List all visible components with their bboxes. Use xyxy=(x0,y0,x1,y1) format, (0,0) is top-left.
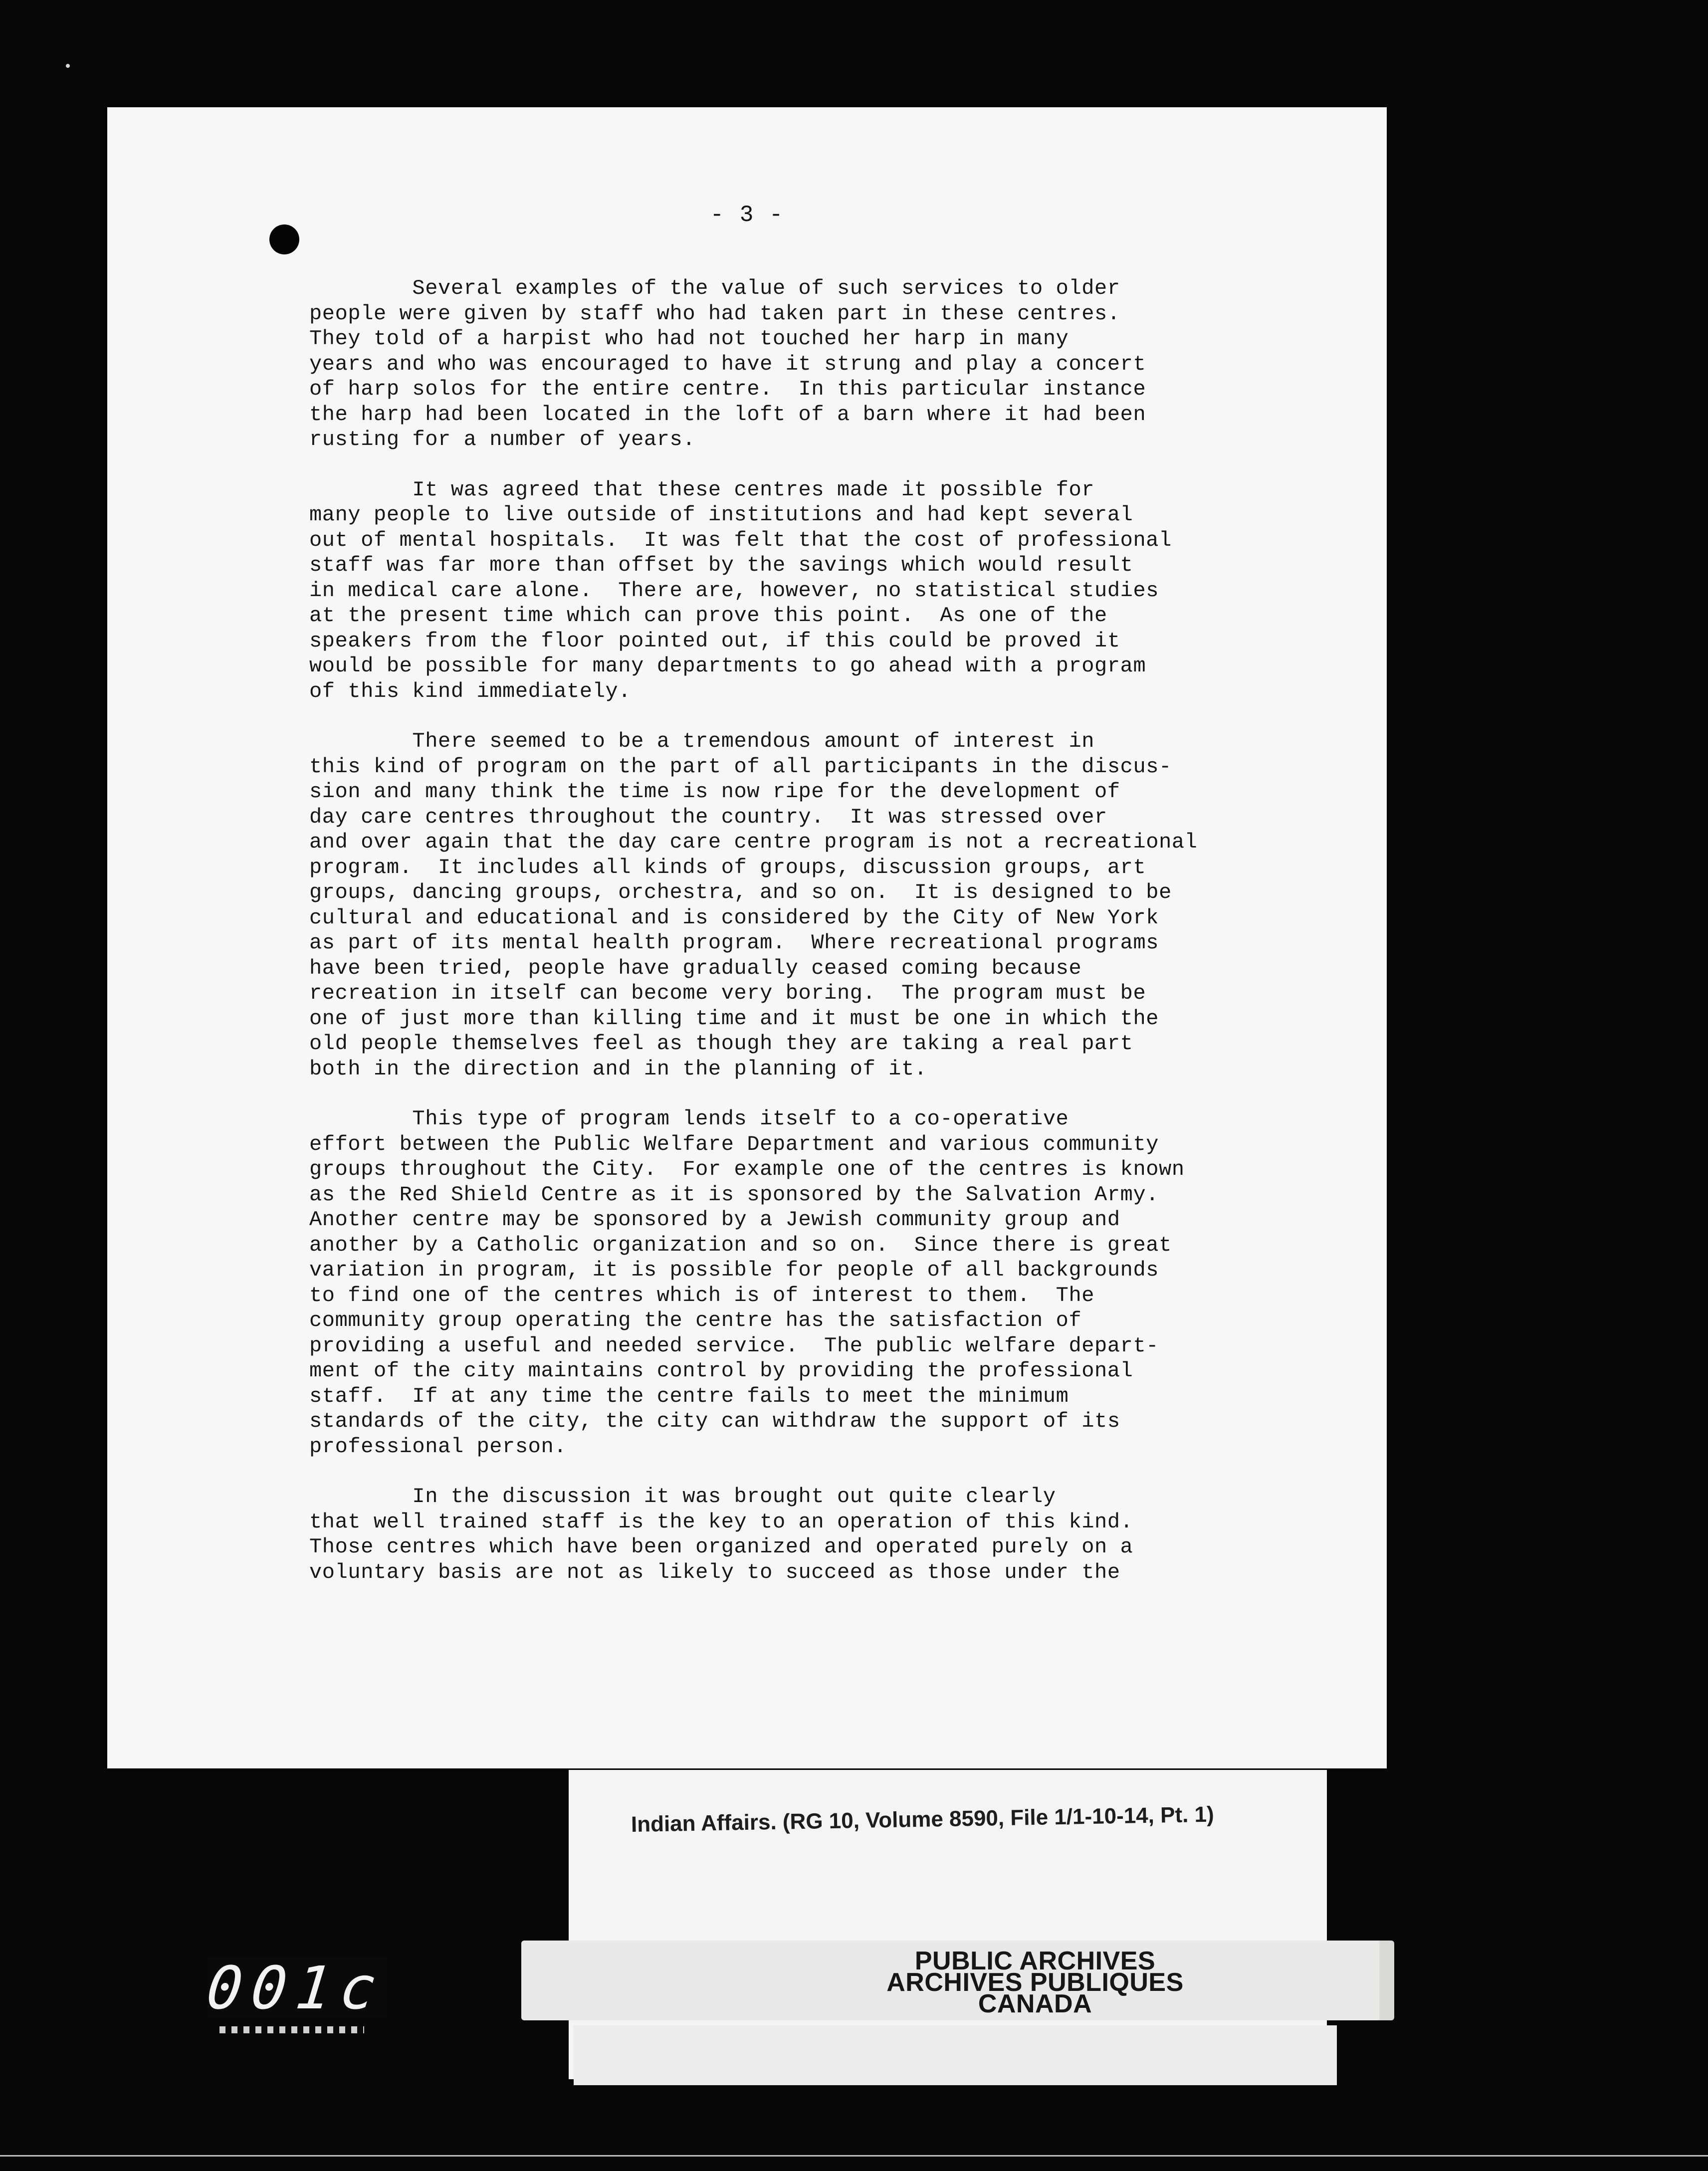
text-line: people were given by staff who had taken part in these centres. xyxy=(309,301,1120,326)
text-line: as the Red Shield Centre as it is sponsored by the Salvation Army. xyxy=(309,1182,1159,1207)
text-line: have been tried, people have gradually ceased coming because xyxy=(309,956,1082,980)
text-line: to find one of the centres which is of interest to them. The xyxy=(309,1283,1095,1307)
text-line: standards of the city, the city can withdraw the support of its xyxy=(309,1409,1120,1433)
body-text xyxy=(309,276,1317,1610)
text-line: of this kind immediately. xyxy=(309,679,632,703)
text-line: providing a useful and needed service. The public welfare depart- xyxy=(309,1333,1159,1358)
text-line: in medical care alone. There are, however, no statistical studies xyxy=(309,578,1159,603)
text-line: groups throughout the City. For example one of the centres is known xyxy=(309,1157,1185,1181)
text-line: variation in program, it is possible for people of all backgrounds xyxy=(309,1258,1159,1282)
text-line: ment of the city maintains control by providing the professional xyxy=(309,1359,1133,1383)
text-line: Several examples of the value of such services to older xyxy=(309,276,1120,300)
film-edge-ticks xyxy=(219,2026,364,2033)
stamp-line-2: ARCHIVES PUBLIQUES xyxy=(886,1968,1184,1997)
film-speck xyxy=(66,64,70,68)
text-line: staff was far more than offset by the savings which would result xyxy=(309,553,1133,577)
text-line: Those centres which have been organized and operated purely on a xyxy=(309,1535,1133,1559)
text-line: speakers from the floor pointed out, if this could be proved it xyxy=(309,629,1120,653)
page-number: - 3 - xyxy=(710,202,784,228)
text-line: this kind of program on the part of all participants in the discus- xyxy=(309,754,1172,779)
text-line: at the present time which can prove this point. As one of the xyxy=(309,604,1107,628)
text-line: It was agreed that these centres made it possible for xyxy=(309,477,1095,502)
text-line: another by a Catholic organization and so on. Since there is great xyxy=(309,1233,1172,1257)
stamp-line-1: PUBLIC ARCHIVES xyxy=(914,1947,1156,1975)
text-line: out of mental hospitals. It was felt that the cost of professional xyxy=(309,528,1172,552)
document-page xyxy=(107,107,1387,1768)
text-line: professional person. xyxy=(309,1434,567,1459)
frame-counter-value: 001c xyxy=(203,1954,389,2022)
text-line: They told of a harpist who had not touched her harp in many xyxy=(309,327,1069,351)
film-edge-line xyxy=(0,2155,1708,2157)
archives-stamp-text xyxy=(796,1947,1275,2018)
text-line: This type of program lends itself to a co-operative xyxy=(309,1107,1069,1131)
text-line: sion and many think the time is now ripe for the development of xyxy=(309,780,1120,804)
paragraph-3 xyxy=(309,729,1317,1082)
text-line: that well trained staff is the key to an operation of this kind. xyxy=(309,1510,1133,1534)
text-line: old people themselves feel as though they are taking a real part xyxy=(309,1032,1133,1056)
text-line: rusting for a number of years. xyxy=(309,428,696,451)
text-line: both in the direction and in the planning of it. xyxy=(309,1057,927,1081)
archives-stamp xyxy=(521,1941,1394,2020)
text-line: recreation in itself can become very boring. The program must be xyxy=(309,981,1146,1005)
text-line: cultural and educational and is considered by the City of New York xyxy=(309,905,1159,930)
paragraph-5 xyxy=(309,1484,1317,1585)
text-line: In the discussion it was brought out quite clearly xyxy=(309,1485,1056,1509)
text-line: the harp had been located in the loft of a barn where it had been xyxy=(309,402,1146,427)
text-line: voluntary basis are not as likely to succeed as those under the xyxy=(309,1560,1120,1584)
archive-reference: Indian Affairs. (RG 10, Volume 8590, File 1/1-10-14, Pt. 1) xyxy=(631,1802,1215,1837)
paragraph-2 xyxy=(309,477,1317,704)
text-line: Another centre may be sponsored by a Jewish community group and xyxy=(309,1208,1120,1232)
text-line: one of just more than killing time and it must be one in which the xyxy=(309,1006,1159,1031)
text-line: years and who was encouraged to have it strung and play a concert xyxy=(309,352,1146,376)
text-line: day care centres throughout the country. It was stressed over xyxy=(309,805,1107,829)
paragraph-1 xyxy=(309,276,1317,452)
label-card-base xyxy=(574,2025,1337,2085)
text-line: There seemed to be a tremendous amount of interest in xyxy=(309,729,1095,753)
text-line: program. It includes all kinds of groups, discussion groups, art xyxy=(309,855,1146,879)
paragraph-4 xyxy=(309,1106,1317,1459)
text-line: staff. If at any time the centre fails to meet the minimum xyxy=(309,1384,1069,1408)
text-line: community group operating the centre has the satisfaction of xyxy=(309,1308,1082,1332)
frame-counter xyxy=(203,1954,389,2022)
text-line: would be possible for many departments to go ahead with a program xyxy=(309,654,1146,678)
text-line: groups, dancing groups, orchestra, and so on. It is designed to be xyxy=(309,880,1172,904)
text-line: effort between the Public Welfare Department and various community xyxy=(309,1132,1159,1156)
text-line: and over again that the day care centre program is not a recreational xyxy=(309,830,1198,854)
text-line: of harp solos for the entire centre. In this particular instance xyxy=(309,377,1146,401)
stamp-line-3: CANADA xyxy=(978,1989,1092,2018)
text-line: many people to live outside of institutions and had kept several xyxy=(309,503,1133,527)
ink-blot xyxy=(269,224,299,254)
text-line: as part of its mental health program. Where recreational programs xyxy=(309,931,1159,955)
